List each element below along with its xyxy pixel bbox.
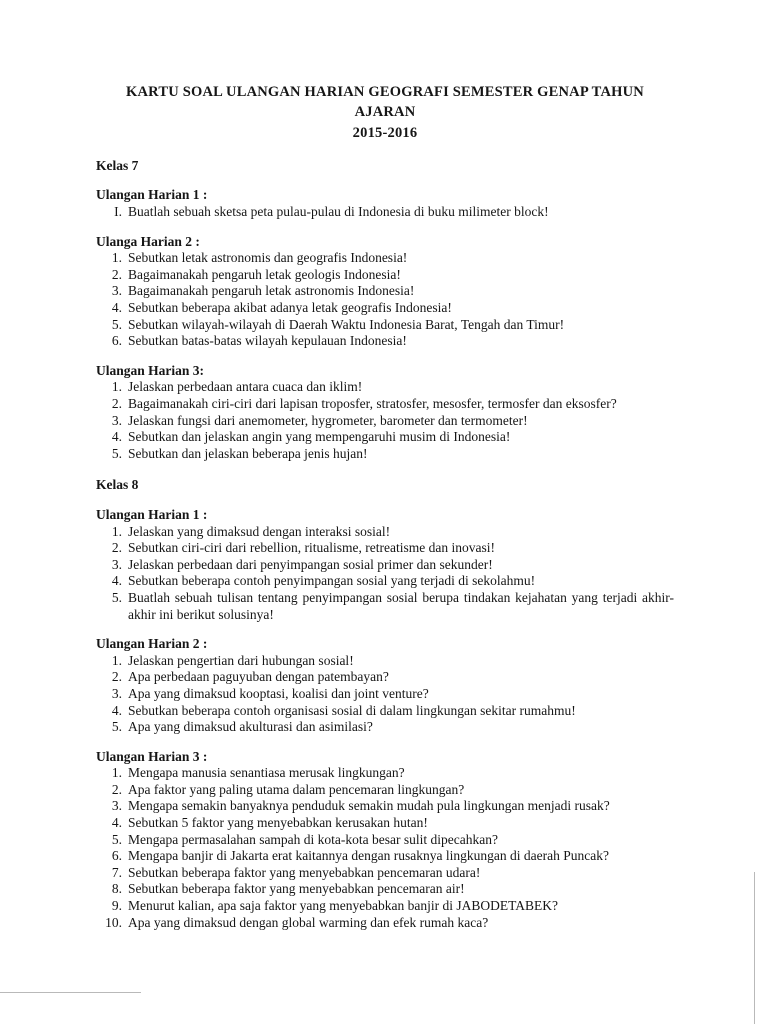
question-number: 4. <box>111 702 122 718</box>
scan-edge-line-right <box>754 872 755 1024</box>
question-item <box>96 300 674 317</box>
question-number: 1. <box>111 250 122 266</box>
question-list <box>96 765 674 931</box>
question-number: 5. <box>111 445 122 461</box>
document-title-line-1: KARTU SOAL ULANGAN HARIAN GEOGRAFI SEMESTER GENAP TAHUN AJARAN <box>126 84 644 121</box>
question-text: Jelaskan fungsi dari anemometer, hygrometer, barometer dan termometer! <box>128 412 528 428</box>
question-text: Sebutkan ciri-ciri dari rebellion, ritualisme, retreatisme dan inovasi! <box>128 540 495 556</box>
question-text: Sebutkan beberapa contoh organisasi sosial di dalam lingkungan sekitar rumahmu! <box>128 702 576 718</box>
class-section <box>96 158 674 463</box>
question-number: 3. <box>111 556 122 572</box>
question-item <box>96 204 674 221</box>
section-heading: Kelas 8 <box>96 477 139 493</box>
question-number: 1. <box>111 523 122 539</box>
question-item <box>96 573 674 590</box>
question-list <box>96 379 674 462</box>
group-heading: Ulanga Harian 2 : <box>96 233 200 249</box>
question-number: 3. <box>111 412 122 428</box>
question-number: I. <box>114 204 122 220</box>
question-text: Sebutkan beberapa contoh penyimpangan sosial yang terjadi di sekolahmu! <box>128 573 536 589</box>
question-item <box>96 782 674 799</box>
question-number: 5. <box>111 831 122 847</box>
question-text: Bagaimanakah ciri-ciri dari lapisan troposfer, stratosfer, mesosfer, termosfer dan eksosfer? <box>128 396 617 412</box>
question-number: 1. <box>111 652 122 668</box>
question-item <box>96 915 674 932</box>
question-text: Apa faktor yang paling utama dalam pencemaran lingkungan? <box>128 781 465 797</box>
question-number: 9. <box>111 898 122 914</box>
question-item <box>96 333 674 350</box>
question-text: Apa perbedaan paguyuban dengan patembayan? <box>128 669 389 685</box>
question-number: 3. <box>111 283 122 299</box>
question-text: Sebutkan beberapa akibat adanya letak geografis Indonesia! <box>128 300 452 316</box>
question-text: Apa yang dimaksud dengan global warming dan efek rumah kaca? <box>128 914 489 930</box>
question-item <box>96 832 674 849</box>
question-text: Mengapa banjir di Jakarta erat kaitannya dengan rusaknya lingkungan di daerah Puncak? <box>128 848 609 864</box>
question-text: Buatlah sebuah tulisan tentang penyimpangan sosial berupa tindakan kejahatan yang terjadi akhir-akhir ini berikut solusinya! <box>128 589 674 622</box>
question-text: Sebutkan wilayah-wilayah di Daerah Waktu Indonesia Barat, Tengah dan Timur! <box>128 316 565 332</box>
question-number: 5. <box>111 316 122 332</box>
question-number: 2. <box>111 669 122 685</box>
question-number: 6. <box>111 848 122 864</box>
question-text: Jelaskan pengertian dari hubungan sosial! <box>128 652 354 668</box>
question-list <box>96 524 674 624</box>
question-text: Bagaimanakah pengaruh letak astronomis Indonesia! <box>128 283 415 299</box>
question-item <box>96 765 674 782</box>
question-text: Sebutkan dan jelaskan beberapa jenis hujan! <box>128 445 368 461</box>
question-text: Sebutkan dan jelaskan angin yang mempengaruhi musim di Indonesia! <box>128 429 511 445</box>
question-number: 2. <box>111 396 122 412</box>
question-text: Jelaskan perbedaan dari penyimpangan sosial primer dan sekunder! <box>128 556 493 572</box>
document-title-line-2: 2015-2016 <box>352 124 418 141</box>
question-number: 1. <box>111 379 122 395</box>
question-item <box>96 815 674 832</box>
question-text: Sebutkan beberapa faktor yang menyebabkan pencemaran udara! <box>128 864 481 880</box>
question-number: 2. <box>111 781 122 797</box>
question-number: 5. <box>111 589 122 605</box>
question-item <box>96 898 674 915</box>
question-number: 8. <box>111 881 122 897</box>
question-number: 6. <box>111 333 122 349</box>
document-title <box>96 82 674 143</box>
question-item <box>96 590 674 623</box>
question-item <box>96 267 674 284</box>
question-number: 4. <box>111 573 122 589</box>
scan-edge-line-bottom <box>0 992 141 993</box>
question-text: Mengapa permasalahan sampah di kota-kota besar sulit dipecahkan? <box>128 831 498 847</box>
question-number: 1. <box>111 765 122 781</box>
question-number: 5. <box>111 719 122 735</box>
question-text: Jelaskan yang dimaksud dengan interaksi sosial! <box>128 523 391 539</box>
question-text: Sebutkan 5 faktor yang menyebabkan kerusakan hutan! <box>128 815 428 831</box>
question-item <box>96 557 674 574</box>
question-item <box>96 250 674 267</box>
question-text: Jelaskan perbedaan antara cuaca dan iklim! <box>128 379 363 395</box>
question-item <box>96 865 674 882</box>
question-item <box>96 524 674 541</box>
question-item <box>96 540 674 557</box>
question-list <box>96 653 674 736</box>
question-item <box>96 669 674 686</box>
question-number: 4. <box>111 300 122 316</box>
question-text: Bagaimanakah pengaruh letak geologis Indonesia! <box>128 266 401 282</box>
question-number: 4. <box>111 815 122 831</box>
question-item <box>96 396 674 413</box>
question-item <box>96 413 674 430</box>
question-item <box>96 379 674 396</box>
question-list <box>96 250 674 350</box>
sections <box>96 158 674 931</box>
question-item <box>96 719 674 736</box>
question-item <box>96 446 674 463</box>
group-heading: Ulangan Harian 3 : <box>96 748 208 764</box>
question-item <box>96 429 674 446</box>
question-item <box>96 798 674 815</box>
group-heading: Ulangan Harian 3: <box>96 362 205 378</box>
question-text: Buatlah sebuah sketsa peta pulau-pulau di Indonesia di buku milimeter block! <box>128 204 549 220</box>
question-number: 7. <box>111 864 122 880</box>
section-heading: Kelas 7 <box>96 157 139 173</box>
question-text: Apa yang dimaksud akulturasi dan asimilasi? <box>128 719 373 735</box>
question-item <box>96 703 674 720</box>
question-number: 3. <box>111 798 122 814</box>
question-text: Mengapa semakin banyaknya penduduk semakin mudah pula lingkungan menjadi rusak? <box>128 798 610 814</box>
group-heading: Ulangan Harian 1 : <box>96 187 208 203</box>
question-item <box>96 686 674 703</box>
group-heading: Ulangan Harian 2 : <box>96 636 208 652</box>
question-text: Sebutkan beberapa faktor yang menyebabkan pencemaran air! <box>128 881 465 897</box>
question-list <box>96 204 674 221</box>
question-item <box>96 653 674 670</box>
question-number: 10. <box>105 914 122 930</box>
class-section <box>96 477 674 931</box>
group-heading: Ulangan Harian 1 : <box>96 506 208 522</box>
question-text: Sebutkan letak astronomis dan geografis Indonesia! <box>128 250 408 266</box>
question-item <box>96 881 674 898</box>
question-item <box>96 283 674 300</box>
question-text: Apa yang dimaksud kooptasi, koalisi dan joint venture? <box>128 685 429 701</box>
question-text: Menurut kalian, apa saja faktor yang menyebabkan banjir di JABODETABEK? <box>128 898 559 914</box>
question-number: 2. <box>111 540 122 556</box>
question-item <box>96 848 674 865</box>
question-text: Mengapa manusia senantiasa merusak lingkungan? <box>128 765 405 781</box>
question-number: 3. <box>111 685 122 701</box>
question-text: Sebutkan batas-batas wilayah kepulauan Indonesia! <box>128 333 407 349</box>
question-number: 4. <box>111 429 122 445</box>
question-item <box>96 317 674 334</box>
question-number: 2. <box>111 266 122 282</box>
